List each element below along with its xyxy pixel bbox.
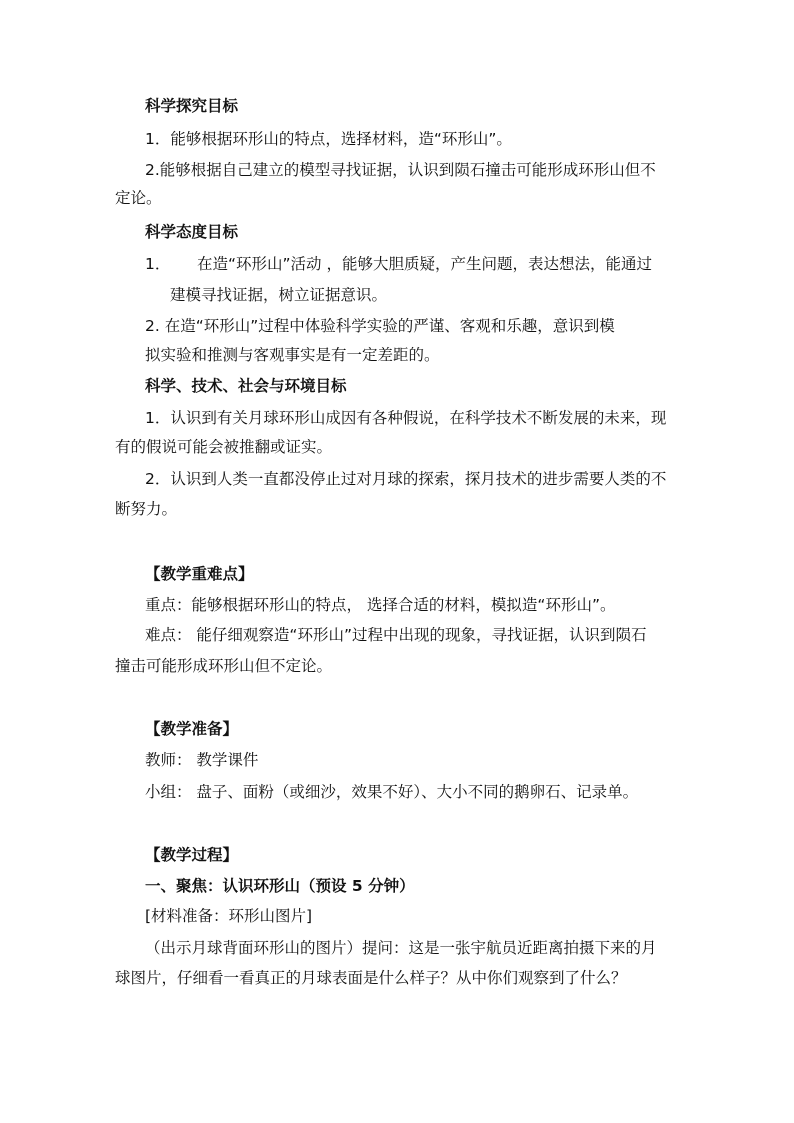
attitude-item-1-line-2: 建模寻找证据，树立证据意识。 bbox=[170, 286, 388, 304]
key-point-focus: 重点：能够根据环形山的特点， 选择合适的材料，模拟造“环形山”。 bbox=[145, 596, 616, 614]
preparation-teacher: 教师： 教学课件 bbox=[145, 751, 259, 769]
attitude-item-2-line-2: 拟实验和推测与客观事实是有一定差距的。 bbox=[145, 346, 440, 364]
inquiry-item-1: 1．能够根据环形山的特点，选择材料，造“环形山”。 bbox=[145, 130, 512, 148]
section-heading-science-inquiry: 科学探究目标 bbox=[145, 97, 239, 115]
key-point-difficulty-line-1: 难点： 能仔细观察造“环形山”过程中出现的现象，寻找证据，认识到陨石 bbox=[145, 626, 647, 644]
inquiry-item-2-line-1: 2.能够根据自己建立的模型寻找证据，认识到陨石撞击可能形成环形山但不 bbox=[145, 161, 656, 179]
process-materials: [材料准备：环形山图片] bbox=[145, 907, 313, 925]
attitude-item-1-number: 1． bbox=[145, 255, 171, 273]
section-heading-preparation: 【教学准备】 bbox=[145, 720, 239, 738]
preparation-group: 小组： 盘子、面粉（或细沙，效果不好）、大小不同的鹅卵石、记录单。 bbox=[145, 783, 639, 801]
stse-item-2-line-2: 断努力。 bbox=[115, 500, 178, 518]
key-point-difficulty-line-2: 撞击可能形成环形山但不定论。 bbox=[115, 657, 333, 675]
section-heading-process: 【教学过程】 bbox=[145, 846, 239, 864]
process-step-1-title: 一、聚焦：认识环形山（预设 5 分钟） bbox=[145, 877, 415, 895]
stse-item-1-line-2: 有的假说可能会被推翻或证实。 bbox=[115, 438, 333, 456]
stse-item-2-line-1: 2．认识到人类一直都没停止过对月球的探索，探月技术的进步需要人类的不 bbox=[145, 470, 667, 488]
section-heading-science-attitude: 科学态度目标 bbox=[145, 223, 239, 241]
process-paragraph-line-1: （出示月球背面环形山的图片）提问：这是一张宇航员近距离拍摄下来的月 bbox=[145, 939, 657, 957]
inquiry-item-2-line-2: 定论。 bbox=[115, 189, 162, 207]
section-heading-stse: 科学、技术、社会与环境目标 bbox=[145, 377, 347, 395]
process-paragraph-line-2: 球图片，仔细看一看真正的月球表面是什么样子？从中你们观察到了什么？ bbox=[115, 969, 627, 987]
section-heading-key-points: 【教学重难点】 bbox=[145, 565, 254, 583]
attitude-item-2-line-1: 2. 在造“环形山”过程中体验科学实验的严谨、客观和乐趣，意识到模 bbox=[145, 317, 615, 335]
attitude-item-1-line-1: 在造“环形山”活动 ，能够大胆质疑，产生问题，表达想法，能通过 bbox=[197, 255, 652, 273]
stse-item-1-line-1: 1．认识到有关月球环形山成因有各种假说，在科学技术不断发展的未来，现 bbox=[145, 409, 667, 427]
